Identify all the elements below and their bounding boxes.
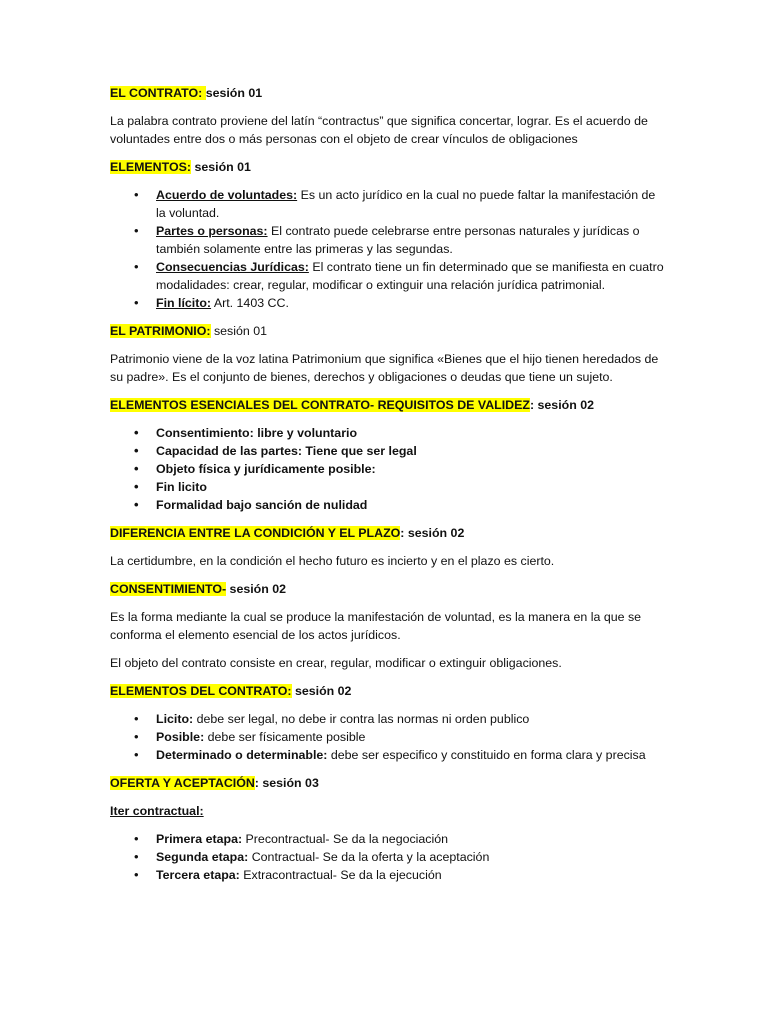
heading-session: sesión 02	[226, 582, 287, 596]
item-label: Fin lícito:	[156, 296, 212, 310]
item-label: Acuerdo de voluntades:	[156, 188, 298, 202]
heading-session: sesión 01	[210, 324, 267, 338]
heading-highlight: ELEMENTOS ESENCIALES DEL CONTRATO- REQUISITOS DE VALIDEZ	[110, 398, 530, 412]
list-item	[156, 728, 668, 746]
list-item: • Consentimiento: libre y voluntario	[156, 424, 668, 442]
list-item	[156, 866, 668, 884]
section-heading-diferencia	[110, 524, 668, 542]
heading-highlight: EL CONTRATO:	[110, 86, 206, 100]
list-item	[156, 830, 668, 848]
list-item: • Fin licito	[156, 478, 668, 496]
item-label: Primera etapa:	[156, 832, 243, 846]
paragraph: Patrimonio viene de la voz latina Patrimonium que significa «Bienes que el hijo tienen heredados de su padre». Es el conjunto de bienes, derechos y obligaciones o deudas que tiene un sujeto.	[110, 352, 659, 384]
heading-highlight: OFERTA Y ACEPTACIÓN	[110, 776, 255, 790]
section-heading-consentimiento	[110, 580, 668, 598]
heading-highlight: DIFERENCIA ENTRE LA CONDICIÓN Y EL PLAZO	[110, 526, 401, 540]
bullet-list	[110, 830, 668, 884]
paragraph: Es la forma mediante la cual se produce la manifestación de voluntad, es la manera en la que se conforma el elemento esencial de los actos jurídicos.	[110, 610, 642, 642]
bullet-list	[110, 710, 668, 764]
item-label: Determinado o determinable:	[156, 748, 328, 762]
bullet-list	[110, 424, 668, 514]
list-item	[156, 186, 668, 222]
list-item: • Formalidad bajo sanción de nulidad	[156, 496, 668, 514]
paragraph: La palabra contrato proviene del latín “contractus” que significa concertar, lograr. Es el acuerdo de voluntades entre dos o más personas con el objeto de crear vínculos de obligaciones	[110, 114, 648, 146]
item-text: El contrato tiene un fin determinado que se manifiesta en cuatro modalidades: crear, regular, modificar o extinguir una relación jurídica patrimonial.	[156, 260, 664, 292]
heading-highlight: EL PATRIMONIO:	[110, 324, 211, 338]
item-label: Partes o personas:	[156, 224, 268, 238]
paragraph: El objeto del contrato consiste en crear, regular, modificar o extinguir obligaciones.	[110, 656, 562, 670]
item-label: Segunda etapa:	[156, 850, 249, 864]
heading-session: sesión 01	[191, 160, 251, 174]
item-label: Tercera etapa:	[156, 868, 240, 882]
item-label: Licito:	[156, 712, 194, 726]
item-label: Posible:	[156, 730, 205, 744]
section-heading-contrato	[110, 84, 668, 102]
item-text: debe ser físicamente posible	[204, 730, 366, 744]
heading-session: : sesión 02	[529, 398, 594, 412]
heading-highlight: ELEMENTOS DEL CONTRATO:	[110, 684, 292, 698]
heading-highlight: ELEMENTOS:	[110, 160, 192, 174]
item-text: Art. 1403 CC.	[211, 296, 289, 310]
section-heading-elementos-contrato	[110, 682, 668, 700]
section-heading-elementos-esenciales	[110, 396, 668, 414]
bullet-list	[110, 186, 668, 312]
list-item	[156, 222, 668, 258]
list-item: • Capacidad de las partes: Tiene que ser legal	[156, 442, 668, 460]
item-text: Contractual- Se da la oferta y la aceptación	[248, 850, 490, 864]
list-item	[156, 848, 668, 866]
item-text: Es un acto jurídico en la cual no puede faltar la manifestación de la voluntad.	[156, 188, 656, 220]
section-heading-elementos	[110, 158, 668, 176]
item-text: Precontractual- Se da la negociación	[242, 832, 449, 846]
heading-session: sesión 01	[205, 86, 263, 100]
list-item	[156, 746, 668, 764]
section-heading-oferta	[110, 774, 668, 792]
item-text: debe ser legal, no debe ir contra las normas ni orden publico	[193, 712, 530, 726]
list-item	[156, 258, 668, 294]
paragraph: La certidumbre, en la condición el hecho futuro es incierto y en el plazo es cierto.	[110, 554, 555, 568]
list-item: • Objeto física y jurídicamente posible:	[156, 460, 668, 478]
item-text: Extracontractual- Se da la ejecución	[239, 868, 442, 882]
heading-session: : sesión 03	[254, 776, 319, 790]
item-label: Consecuencias Jurídicas:	[156, 260, 309, 274]
section-heading-patrimonio	[110, 322, 668, 340]
item-text: debe ser especifico y constituido en forma clara y precisa	[327, 748, 646, 762]
list-item	[156, 294, 668, 312]
list-item	[156, 710, 668, 728]
heading-session: : sesión 02	[400, 526, 465, 540]
heading-highlight: CONSENTIMIENTO-	[110, 582, 227, 596]
item-text: El contrato puede celebrarse entre personas naturales y jurídicas o también solamente entre las primeras y las segundas.	[156, 224, 640, 256]
iter-contractual-heading: Iter contractual:	[110, 804, 204, 818]
heading-session: sesión 02	[291, 684, 352, 698]
